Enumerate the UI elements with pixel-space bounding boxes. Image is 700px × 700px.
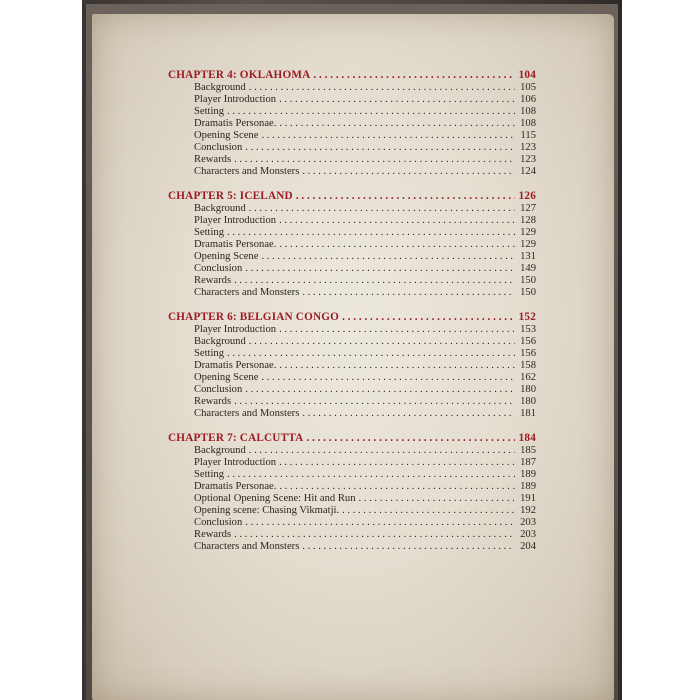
dot-leader — [302, 408, 515, 420]
entry-page-number: 150 — [520, 287, 536, 298]
dot-leader — [227, 106, 515, 118]
dot-leader — [234, 275, 515, 287]
dot-leader — [302, 166, 515, 178]
entry-page-number: 149 — [520, 263, 536, 274]
chapter-page-number: 126 — [518, 190, 536, 202]
entry-page-number: 189 — [520, 481, 536, 492]
entry-page-number: 181 — [520, 408, 536, 419]
chapter-heading[interactable] — [168, 431, 536, 445]
entry-title: Dramatis Personae. — [194, 360, 277, 371]
dot-leader — [279, 118, 515, 130]
chapter-page-number: 184 — [518, 432, 536, 444]
entry-title: Opening Scene — [194, 130, 259, 141]
toc-entry[interactable] — [168, 118, 536, 130]
entry-page-number: 129 — [520, 227, 536, 238]
toc-entry[interactable] — [168, 384, 536, 396]
entry-page-number: 156 — [520, 336, 536, 347]
entry-title: Rewards — [194, 275, 232, 286]
chapter-section — [168, 431, 536, 553]
entry-page-number: 150 — [520, 275, 536, 286]
entry-title: Characters and Monsters — [194, 408, 300, 419]
dot-leader — [296, 189, 515, 203]
entry-page-number: 203 — [520, 529, 536, 540]
dot-leader — [302, 287, 515, 299]
chapter-heading[interactable] — [168, 310, 536, 324]
toc-entry[interactable] — [168, 469, 536, 481]
entry-title: Conclusion — [194, 142, 243, 153]
chapter-heading[interactable] — [168, 189, 536, 203]
entry-page-number: 129 — [520, 239, 536, 250]
dot-leader — [245, 142, 515, 154]
toc-entry[interactable] — [168, 215, 536, 227]
entry-title: Player Introduction — [194, 457, 277, 468]
entry-title: Background — [194, 445, 246, 456]
entry-title: Dramatis Personae. — [194, 481, 277, 492]
entry-page-number: 156 — [520, 348, 536, 359]
entry-title: Setting — [194, 469, 225, 480]
dot-leader — [279, 94, 515, 106]
entry-page-number: 162 — [520, 372, 536, 383]
dot-leader — [279, 457, 515, 469]
chapter-section — [168, 68, 536, 178]
toc-entry[interactable] — [168, 505, 536, 517]
dot-leader — [245, 263, 515, 275]
toc-entry[interactable] — [168, 481, 536, 493]
entry-page-number: 105 — [520, 82, 536, 93]
chapter-heading[interactable] — [168, 68, 536, 82]
entry-page-number: 204 — [520, 541, 536, 552]
dot-leader — [261, 251, 515, 263]
entry-page-number: 180 — [520, 396, 536, 407]
chapter-section — [168, 310, 536, 420]
toc-entry[interactable] — [168, 541, 536, 553]
toc-entry[interactable] — [168, 154, 536, 166]
dot-leader — [227, 469, 515, 481]
chapter-title: CHAPTER 5: ICELAND — [168, 190, 293, 202]
toc-entry[interactable] — [168, 251, 536, 263]
entry-page-number: 189 — [520, 469, 536, 480]
table-of-contents — [168, 68, 536, 564]
toc-entry[interactable] — [168, 408, 536, 420]
entry-title: Rewards — [194, 396, 232, 407]
entry-page-number: 158 — [520, 360, 536, 371]
entry-page-number: 180 — [520, 384, 536, 395]
entry-title: Setting — [194, 227, 225, 238]
entry-page-number: 124 — [520, 166, 536, 177]
toc-entry[interactable] — [168, 203, 536, 215]
toc-entry[interactable] — [168, 360, 536, 372]
toc-entry[interactable] — [168, 336, 536, 348]
entry-title: Rewards — [194, 154, 232, 165]
toc-entry[interactable] — [168, 166, 536, 178]
entry-title: Player Introduction — [194, 324, 277, 335]
entry-page-number: 123 — [520, 142, 536, 153]
entry-title: Characters and Monsters — [194, 541, 300, 552]
toc-entry[interactable] — [168, 324, 536, 336]
toc-entry[interactable] — [168, 396, 536, 408]
toc-entry[interactable] — [168, 348, 536, 360]
dot-leader — [342, 310, 515, 324]
dot-leader — [234, 154, 515, 166]
entry-title: Background — [194, 203, 246, 214]
dot-leader — [359, 493, 515, 505]
entry-page-number: 106 — [520, 94, 536, 105]
toc-entry[interactable] — [168, 457, 536, 469]
dot-leader — [313, 68, 515, 82]
dot-leader — [227, 348, 515, 360]
dot-leader — [342, 505, 515, 517]
entry-page-number: 153 — [520, 324, 536, 335]
entry-title: Opening Scene — [194, 251, 259, 262]
entry-page-number: 191 — [520, 493, 536, 504]
toc-entry[interactable] — [168, 275, 536, 287]
entry-title: Conclusion — [194, 384, 243, 395]
dot-leader — [279, 324, 515, 336]
entry-title: Opening Scene — [194, 372, 259, 383]
entry-title: Setting — [194, 348, 225, 359]
toc-entry[interactable] — [168, 106, 536, 118]
entry-page-number: 123 — [520, 154, 536, 165]
entry-title: Player Introduction — [194, 215, 277, 226]
entry-page-number: 128 — [520, 215, 536, 226]
toc-entry[interactable] — [168, 517, 536, 529]
entry-page-number: 108 — [520, 106, 536, 117]
dot-leader — [279, 215, 515, 227]
entry-title: Setting — [194, 106, 225, 117]
toc-entry[interactable] — [168, 82, 536, 94]
dot-leader — [261, 130, 515, 142]
entry-page-number: 185 — [520, 445, 536, 456]
toc-entry[interactable] — [168, 239, 536, 251]
entry-title: Conclusion — [194, 517, 243, 528]
toc-entry[interactable] — [168, 263, 536, 275]
dot-leader — [234, 529, 515, 541]
entry-title: Background — [194, 336, 246, 347]
entry-page-number: 115 — [520, 130, 536, 141]
dot-leader — [249, 82, 515, 94]
toc-entry[interactable] — [168, 287, 536, 299]
chapter-title: CHAPTER 4: OKLAHOMA — [168, 69, 311, 81]
dot-leader — [234, 396, 515, 408]
chapter-section — [168, 189, 536, 299]
toc-entry[interactable] — [168, 227, 536, 239]
entry-title: Background — [194, 82, 246, 93]
dot-leader — [249, 203, 515, 215]
toc-entry[interactable] — [168, 130, 536, 142]
chapter-page-number: 104 — [518, 69, 536, 81]
dot-leader — [306, 431, 515, 445]
toc-entry[interactable] — [168, 94, 536, 106]
dot-leader — [249, 336, 515, 348]
entry-page-number: 131 — [520, 251, 536, 262]
entry-title: Player Introduction — [194, 94, 277, 105]
chapter-title: CHAPTER 6: BELGIAN CONGO — [168, 311, 340, 323]
entry-title: Characters and Monsters — [194, 166, 300, 177]
entry-page-number: 192 — [520, 505, 536, 516]
entry-title: Rewards — [194, 529, 232, 540]
dot-leader — [245, 517, 515, 529]
toc-entry[interactable] — [168, 445, 536, 457]
entry-page-number: 187 — [520, 457, 536, 468]
entry-title: Characters and Monsters — [194, 287, 300, 298]
toc-entry[interactable] — [168, 142, 536, 154]
entry-page-number: 203 — [520, 517, 536, 528]
entry-page-number: 108 — [520, 118, 536, 129]
entry-title: Conclusion — [194, 263, 243, 274]
entry-page-number: 127 — [520, 203, 536, 214]
entry-title: Opening scene: Chasing Vikmatji. — [194, 505, 340, 516]
dot-leader — [302, 541, 515, 553]
toc-entry[interactable] — [168, 529, 536, 541]
dot-leader — [245, 384, 515, 396]
entry-title: Optional Opening Scene: Hit and Run — [194, 493, 356, 504]
dot-leader — [279, 239, 515, 251]
entry-title: Dramatis Personae. — [194, 239, 277, 250]
dot-leader — [279, 481, 515, 493]
dot-leader — [261, 372, 515, 384]
toc-entry[interactable] — [168, 372, 536, 384]
entry-title: Dramatis Personae. — [194, 118, 277, 129]
toc-entry[interactable] — [168, 493, 536, 505]
dot-leader — [227, 227, 515, 239]
dot-leader — [279, 360, 515, 372]
chapter-page-number: 152 — [518, 311, 536, 323]
chapter-title: CHAPTER 7: CALCUTTA — [168, 432, 304, 444]
dot-leader — [249, 445, 515, 457]
